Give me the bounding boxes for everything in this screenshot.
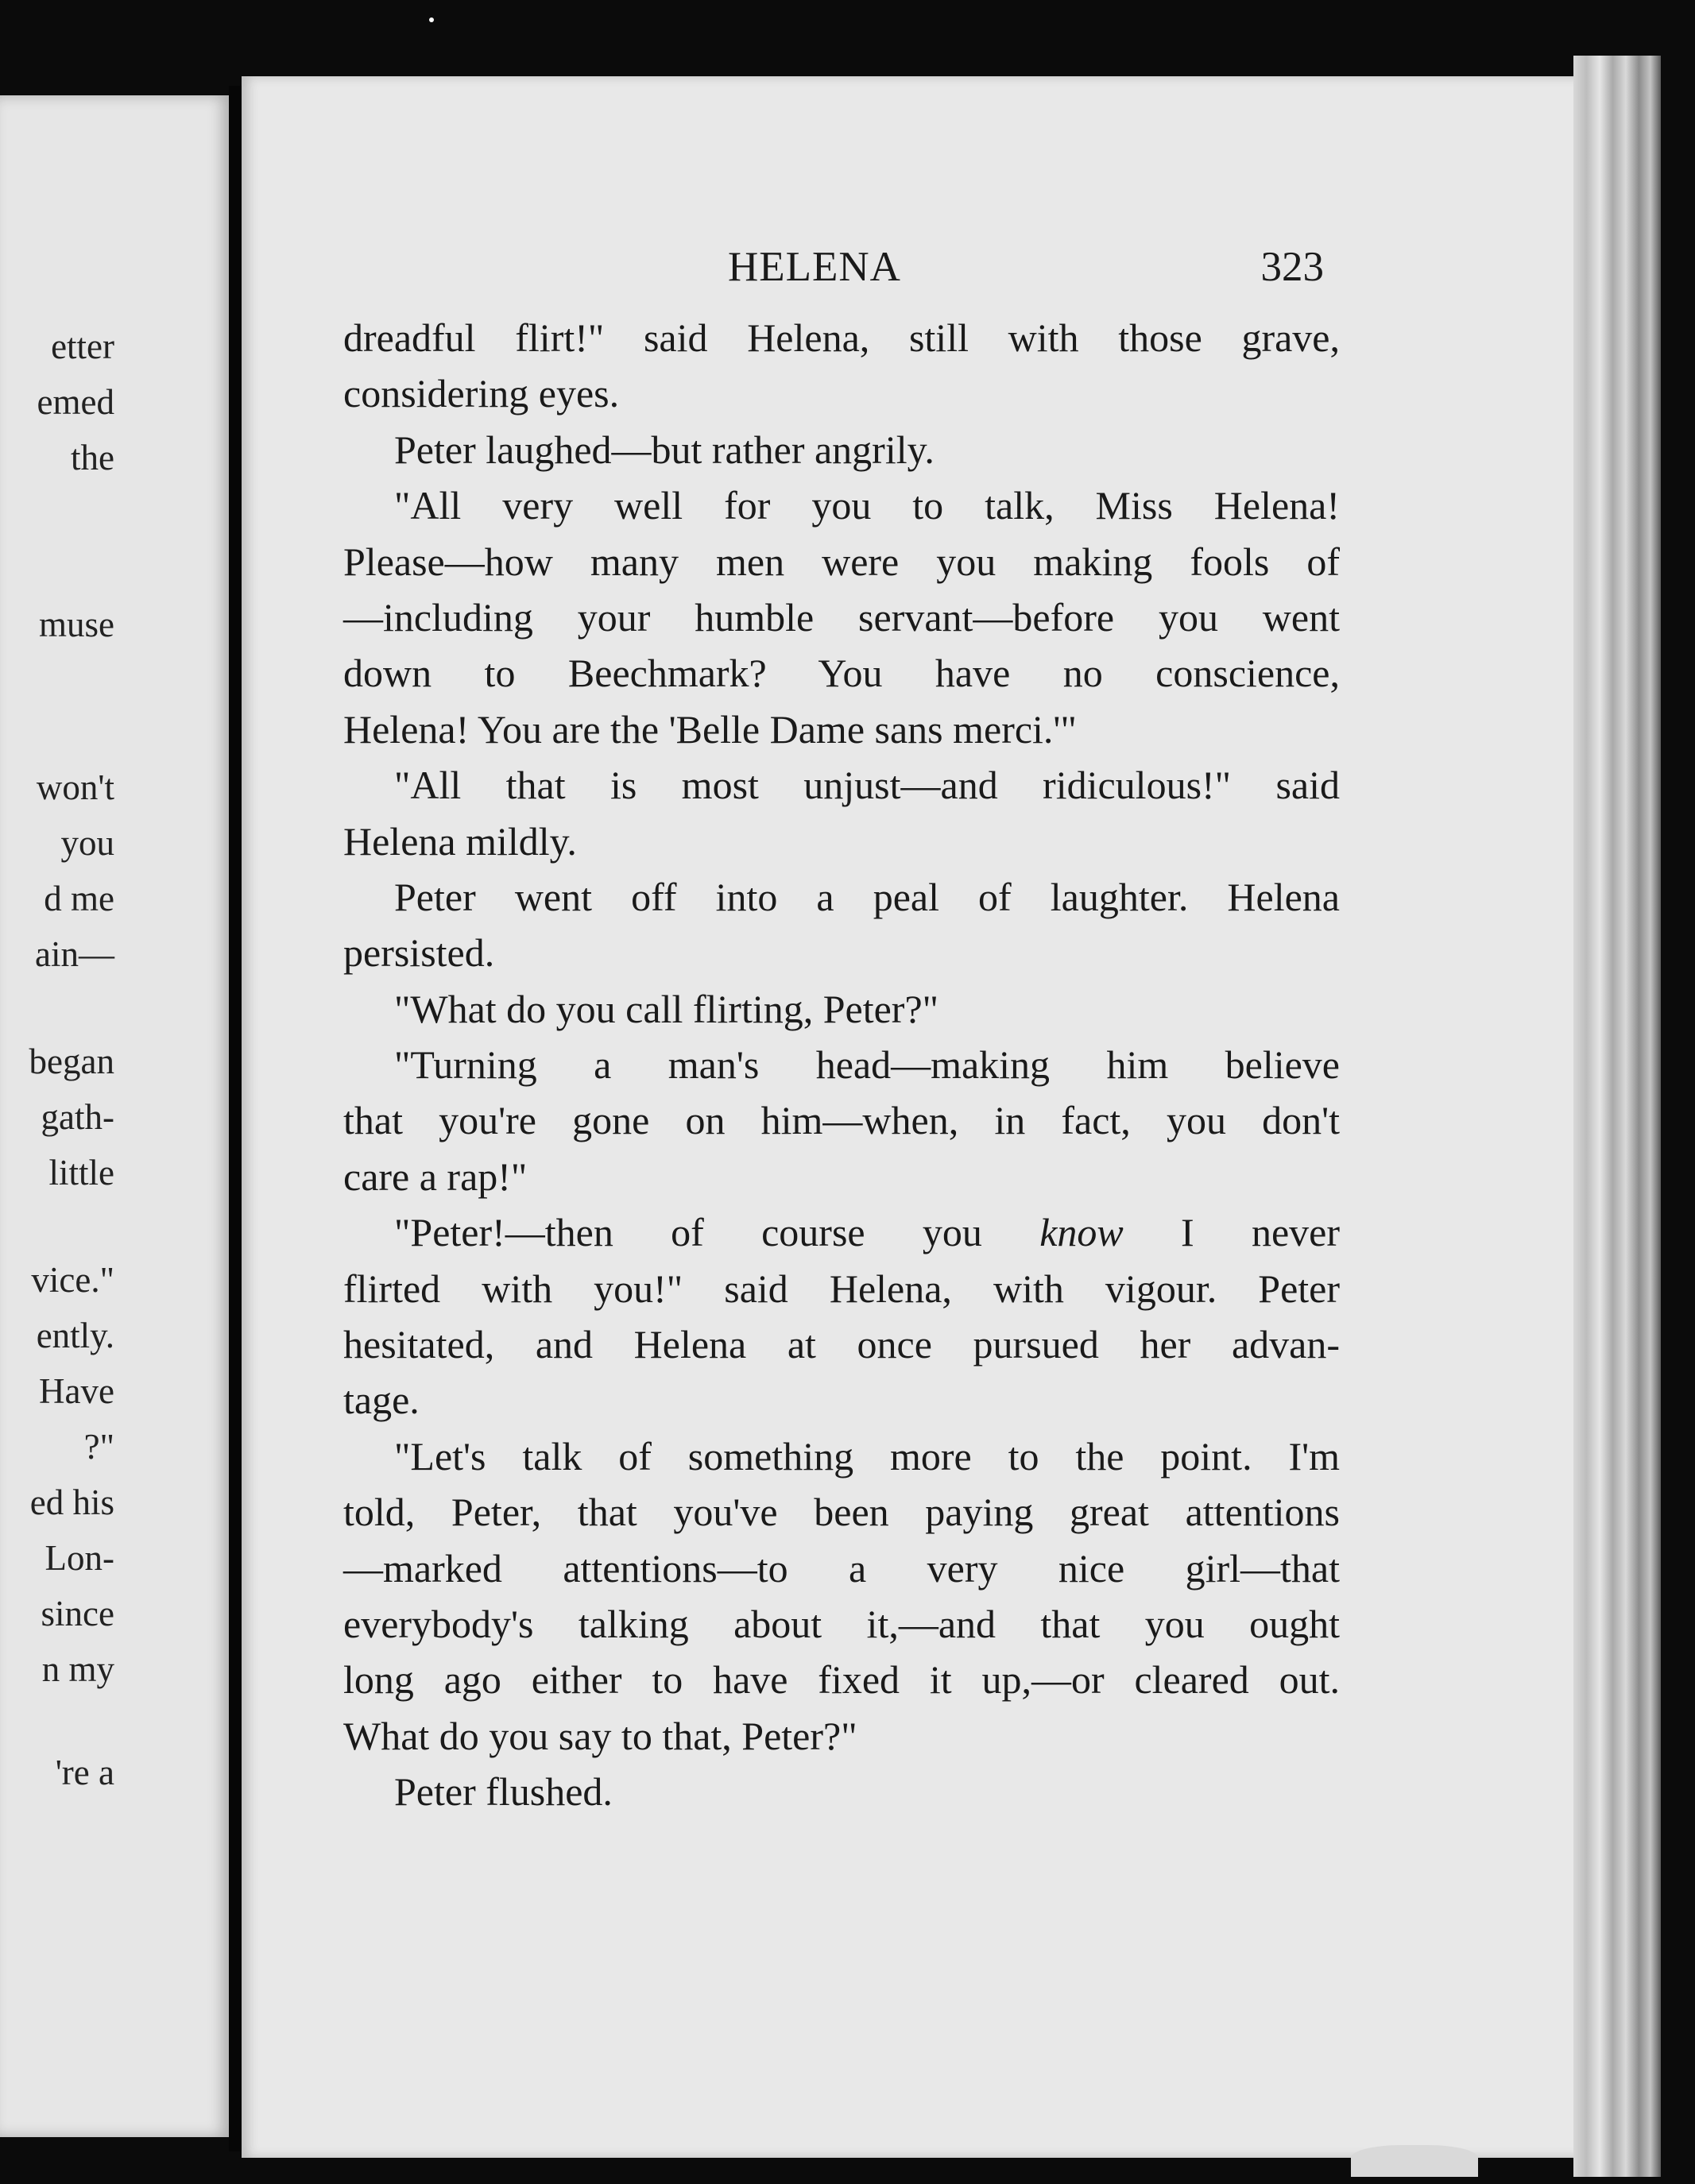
text-line: flirted with you!" said Helena, with vigour. Peter bbox=[343, 1266, 1340, 1311]
running-head bbox=[339, 243, 1324, 291]
line-part: "Peter!—then of course you bbox=[394, 1210, 1040, 1255]
left-page-fragment: gath- bbox=[41, 1097, 114, 1137]
left-page-fragment: muse bbox=[39, 605, 114, 644]
text-line: dreadful flirt!" said Helena, still with those grave, bbox=[343, 315, 1340, 360]
left-page-fragment: vice." bbox=[31, 1260, 114, 1300]
text-line-with-emphasis bbox=[343, 1204, 1340, 1260]
text-line: care a rap!" bbox=[343, 1154, 528, 1199]
text-line: long ago either to have fixed it up,—or cleared out. bbox=[343, 1657, 1340, 1703]
text-line: "Let's talk of something more to the point. I'm bbox=[394, 1433, 1340, 1479]
page-edges bbox=[1573, 56, 1661, 2177]
text-line: —marked attentions—to a very nice girl—that bbox=[343, 1545, 1340, 1591]
left-page-fragment: ain— bbox=[35, 934, 114, 974]
left-page-fragment: ?" bbox=[83, 1427, 114, 1467]
text-line: Helena! You are the 'Belle Dame sans merci.'" bbox=[343, 706, 1077, 752]
text-line: "What do you call flirting, Peter?" bbox=[394, 986, 939, 1031]
text-line: that you're gone on him—when, in fact, you don't bbox=[343, 1098, 1340, 1143]
left-page-fragment: won't bbox=[36, 767, 114, 807]
text-line: everybody's talking about it,—and that you ought bbox=[343, 1601, 1340, 1646]
left-page-fragment: Have bbox=[39, 1371, 114, 1411]
left-page-fragment: ed his bbox=[29, 1482, 114, 1522]
text-line: Helena mildly. bbox=[343, 818, 577, 864]
text-line: "All that is most unjust—and ridiculous!" said bbox=[394, 763, 1340, 808]
text-line: considering eyes. bbox=[343, 371, 620, 416]
text-line: Peter went off into a peal of laughter. Helena bbox=[394, 874, 1340, 919]
emphasis-word: know bbox=[1039, 1210, 1124, 1255]
running-title: HELENA bbox=[728, 244, 901, 290]
left-page-fragment: Lon- bbox=[45, 1538, 114, 1578]
scan-speck bbox=[429, 17, 434, 22]
text-line: "All very well for you to talk, Miss Helena! bbox=[394, 483, 1340, 528]
page-number: 323 bbox=[1260, 244, 1324, 290]
left-page-fragment: emed bbox=[37, 382, 114, 422]
text-line: What do you say to that, Peter?" bbox=[343, 1713, 857, 1758]
left-page-fragment: n my bbox=[41, 1649, 114, 1689]
left-page-fragment: began bbox=[29, 1042, 114, 1081]
text-line: Peter flushed. bbox=[394, 1769, 613, 1815]
left-page bbox=[0, 95, 230, 2137]
left-page-fragment: little bbox=[48, 1153, 114, 1193]
text-line: Peter laughed—but rather angrily. bbox=[394, 427, 935, 472]
scan-speck bbox=[1351, 2145, 1478, 2177]
text-line: hesitated, and Helena at once pursued her advan- bbox=[343, 1322, 1340, 1367]
text-line: "Turning a man's head—making him believe bbox=[394, 1042, 1340, 1088]
text-line: told, Peter, that you've been paying great attentions bbox=[343, 1490, 1340, 1535]
line-part: I never bbox=[1123, 1210, 1340, 1255]
left-page-fragment: since bbox=[41, 1594, 114, 1633]
body-text bbox=[343, 310, 1340, 1820]
left-page-fragment: the bbox=[71, 438, 114, 477]
text-line: down to Beechmark? You have no conscience, bbox=[343, 651, 1340, 696]
text-line: tage. bbox=[343, 1378, 420, 1423]
text-line: —including your humble servant—before you went bbox=[343, 594, 1340, 640]
left-page-fragment: d me bbox=[44, 879, 114, 918]
left-page-fragment: ently. bbox=[36, 1316, 114, 1355]
left-page-fragment: you bbox=[60, 823, 114, 863]
left-page-fragment: etter bbox=[51, 327, 114, 366]
text-line: Please—how many men were you making fools of bbox=[343, 539, 1340, 584]
left-page-fragment: 're a bbox=[55, 1753, 114, 1792]
text-line: persisted. bbox=[343, 930, 495, 976]
